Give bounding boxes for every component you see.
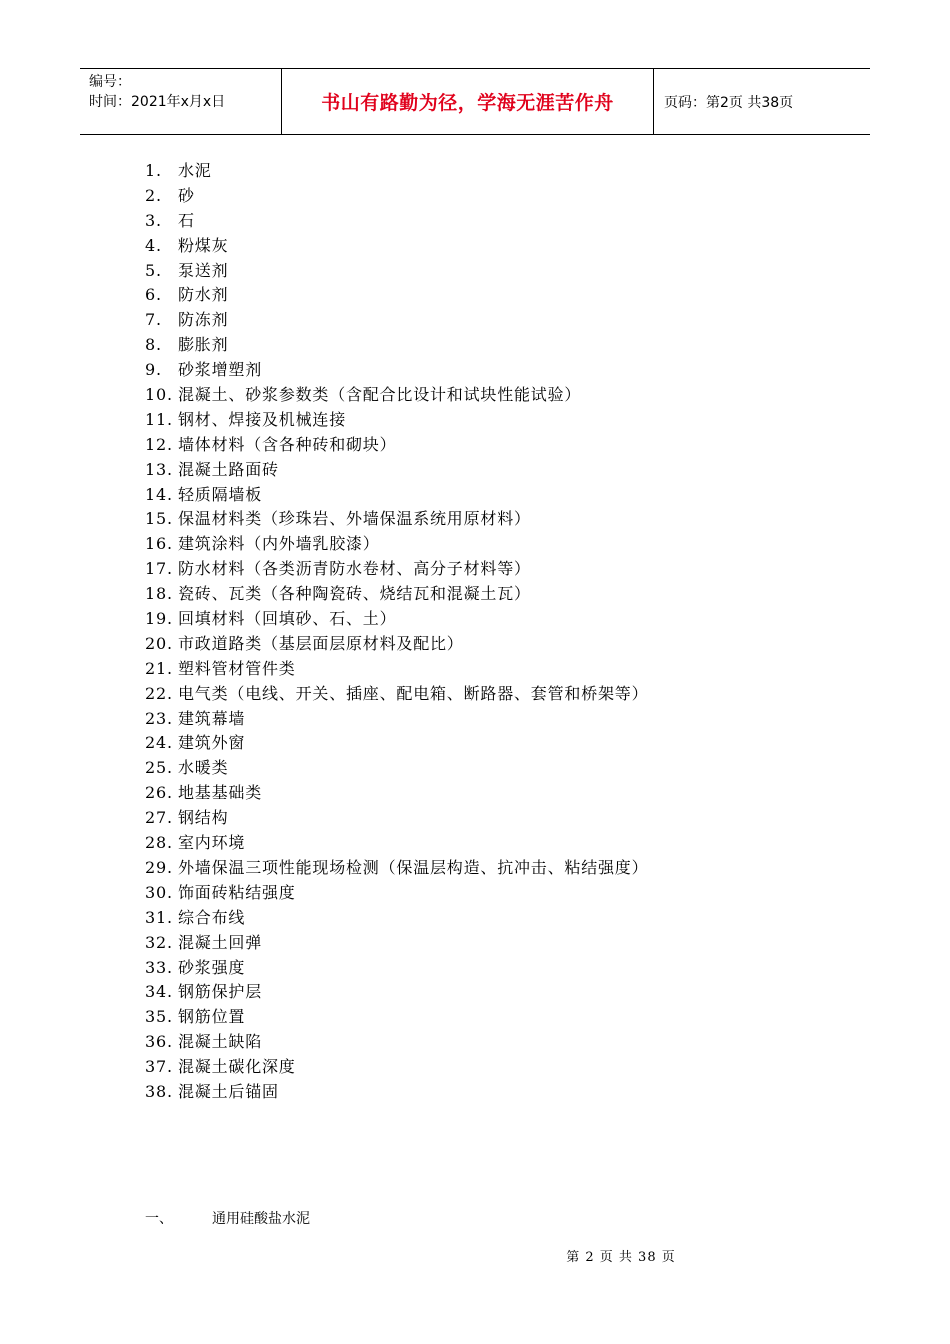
toc-item: [145, 333, 648, 358]
toc-item: [145, 209, 648, 234]
toc-item: [145, 1005, 648, 1030]
document-date-label: 时间：2021年x月x日: [89, 94, 226, 110]
toc-item-text: 砂浆增塑剂: [178, 360, 263, 380]
toc-item-text: 市政道路类（基层面层原材料及配比）: [178, 633, 464, 653]
toc-item: [145, 931, 648, 956]
toc-item-number: 17.: [145, 559, 173, 579]
toc-item: [145, 308, 648, 333]
header-page-info: 页码：第2页 共38页: [664, 94, 794, 111]
toc-item-number: 2.: [145, 185, 162, 205]
toc-item-text: 泵送剂: [178, 260, 229, 280]
toc-item-text: 瓷砖、瓦类（各种陶瓷砖、烧结瓦和混凝土瓦）: [178, 584, 531, 604]
toc-item-number: 19.: [145, 609, 173, 629]
header-meta: [80, 69, 282, 134]
toc-item-text: 粉煤灰: [178, 235, 229, 255]
toc-item-text: 石: [178, 210, 195, 230]
toc-item-number: 37.: [145, 1057, 173, 1077]
toc-item-number: 30.: [145, 882, 173, 902]
toc-item: [145, 856, 648, 881]
toc-item-number: 3.: [145, 210, 162, 230]
toc-item-text: 钢筋位置: [178, 1007, 246, 1027]
toc-item-text: 饰面砖粘结强度: [178, 882, 296, 902]
toc-item-number: 1.: [145, 161, 162, 180]
toc-item: [145, 1080, 648, 1105]
toc-item: [145, 707, 648, 732]
toc-item-number: 7.: [145, 310, 162, 330]
toc-item: [145, 159, 648, 184]
toc-item: [145, 383, 648, 408]
toc-item: [145, 557, 648, 582]
toc-item-text: 综合布线: [178, 907, 246, 927]
section-heading: [145, 1208, 310, 1228]
toc-item: [145, 1055, 648, 1080]
toc-item-number: 22.: [145, 683, 173, 703]
toc-item: [145, 582, 648, 607]
toc-item-number: 36.: [145, 1032, 173, 1052]
toc-item-number: 6.: [145, 285, 162, 305]
toc-item-number: 15.: [145, 509, 173, 529]
toc-item-text: 塑料管材管件类: [178, 658, 296, 678]
toc-item-number: 27.: [145, 808, 173, 828]
toc-item-text: 外墙保温三项性能现场检测（保温层构造、抗冲击、粘结强度）: [178, 857, 649, 877]
toc-item: [145, 458, 648, 483]
toc-item-text: 墙体材料（含各种砖和砌块）: [178, 434, 397, 454]
toc-item-text: 混凝土路面砖: [178, 459, 279, 479]
toc-item-text: 地基基础类: [178, 783, 263, 803]
toc-item-number: 14.: [145, 484, 173, 504]
toc-item-number: 9.: [145, 360, 162, 380]
toc-item-number: 28.: [145, 833, 173, 853]
toc-item-number: 38.: [145, 1081, 173, 1101]
toc-item: [145, 956, 648, 981]
toc-item: [145, 532, 648, 557]
page-header: [80, 68, 870, 135]
toc-item-number: 31.: [145, 907, 173, 927]
toc-item-text: 膨胀剂: [178, 335, 229, 355]
toc-item: [145, 632, 648, 657]
toc-item-text: 混凝土缺陷: [178, 1032, 263, 1052]
toc-item: [145, 806, 648, 831]
toc-item-text: 建筑幕墙: [178, 708, 246, 728]
toc-item-number: 18.: [145, 584, 173, 604]
toc-item-number: 5.: [145, 260, 162, 280]
toc-item: [145, 831, 648, 856]
toc-item-text: 防水材料（各类沥青防水卷材、高分子材料等）: [178, 559, 531, 579]
toc-item: [145, 682, 648, 707]
footer-page-number: 第 2 页 共 38 页: [566, 1250, 676, 1265]
toc-item-number: 23.: [145, 708, 173, 728]
document-number-label: 编号：: [89, 74, 131, 90]
toc-item-number: 13.: [145, 459, 173, 479]
toc-item: [145, 483, 648, 508]
toc-item-number: 21.: [145, 658, 173, 678]
toc-item: [145, 657, 648, 682]
toc-item-number: 32.: [145, 932, 173, 952]
toc-item: [145, 1030, 648, 1055]
page-footer: [0, 1246, 950, 1265]
toc-item-number: 11.: [145, 409, 173, 429]
toc-item-number: 10.: [145, 385, 173, 405]
toc-item-number: 33.: [145, 957, 173, 977]
toc-item: [145, 607, 648, 632]
toc-item-text: 防水剂: [178, 285, 229, 305]
toc-item-number: 20.: [145, 633, 173, 653]
toc-item-text: 钢结构: [178, 808, 229, 828]
toc-item-text: 轻质隔墙板: [178, 484, 263, 504]
toc-item-text: 混凝土、砂浆参数类（含配合比设计和试块性能试验）: [178, 385, 582, 405]
toc-item: [145, 906, 648, 931]
toc-item-text: 水暖类: [178, 758, 229, 778]
toc-item-number: 35.: [145, 1007, 173, 1027]
toc-item-number: 26.: [145, 783, 173, 803]
toc-item: [145, 283, 648, 308]
toc-item-text: 钢材、焊接及机械连接: [178, 409, 347, 429]
toc-item-number: 12.: [145, 434, 173, 454]
toc-item: [145, 980, 648, 1005]
toc-item-text: 混凝土碳化深度: [178, 1057, 296, 1077]
toc-item-text: 防冻剂: [178, 310, 229, 330]
header-motto: 书山有路勤为径，学海无涯苦作舟: [282, 69, 654, 134]
section-title: 通用硅酸盐水泥: [212, 1211, 310, 1227]
toc-item-text: 钢筋保护层: [178, 982, 263, 1002]
toc-item: [145, 433, 648, 458]
table-of-contents: [145, 159, 648, 1105]
toc-item-number: 25.: [145, 758, 173, 778]
toc-item-text: 建筑外窗: [178, 733, 246, 753]
toc-item-text: 电气类（电线、开关、插座、配电箱、断路器、套管和桥架等）: [178, 683, 649, 703]
toc-item-text: 混凝土后锚固: [178, 1081, 279, 1101]
toc-item-text: 室内环境: [178, 833, 246, 853]
toc-item-text: 砂: [178, 185, 195, 205]
toc-item-text: 水泥: [178, 161, 212, 180]
toc-item-text: 混凝土回弹: [178, 932, 263, 952]
toc-item-text: 保温材料类（珍珠岩、外墙保温系统用原材料）: [178, 509, 531, 529]
toc-item-text: 回填材料（回填砂、石、土）: [178, 609, 397, 629]
toc-item: [145, 358, 648, 383]
toc-item: [145, 731, 648, 756]
toc-item: [145, 781, 648, 806]
toc-item: [145, 234, 648, 259]
toc-item: [145, 881, 648, 906]
section-number: 一、: [145, 1211, 173, 1227]
toc-item-number: 4.: [145, 235, 162, 255]
toc-item: [145, 184, 648, 209]
toc-item-text: 砂浆强度: [178, 957, 246, 977]
toc-item: [145, 408, 648, 433]
toc-item-number: 29.: [145, 857, 173, 877]
toc-item-number: 34.: [145, 982, 173, 1002]
toc-item: [145, 507, 648, 532]
toc-item-number: 24.: [145, 733, 173, 753]
toc-item-number: 16.: [145, 534, 173, 554]
toc-item: [145, 756, 648, 781]
toc-item-number: 8.: [145, 335, 162, 355]
toc-item: [145, 259, 648, 284]
toc-item-text: 建筑涂料（内外墙乳胶漆）: [178, 534, 380, 554]
